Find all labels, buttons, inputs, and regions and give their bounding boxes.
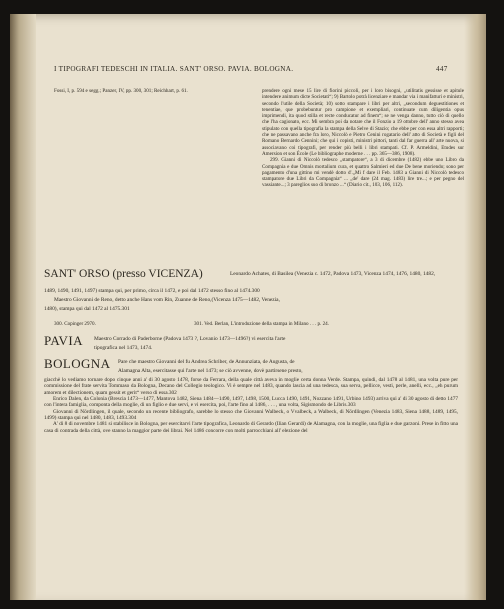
sant-orso-desc: Leonardo Achates, di Basilea (Venezia c. 1472, Padova 1473, Vicenza 1474, 1476, 1480, 1482, <box>230 271 436 277</box>
body-paragraph: Enrico Dalen, da Colonia (Brescia 1473—1477, Mantova 1482, Siena 1484—1490, 1497, 1498, 1500, Lucca 1490, 1491, Nozzano 1491, Urbino 1493) arriva qui a' di 30 agosto di detto 1477 con l'intera famiglia, componta della moglie, di un figlio e due servi, e vi esercita, poi, l'arte fino al 1486, . . . , una volta, Sigismondo de Libris.303 <box>44 396 458 409</box>
bologna-body <box>44 377 458 434</box>
page-gutter-shadow <box>10 14 36 600</box>
sant-orso-line: Maestro Giovanni de Reno, detto anche Hans vom Rin, Zuanne de Reno,(Vicenza 1475—1482, Venezia, <box>54 297 280 303</box>
sant-orso-line: 1489, 1490, 1491, 1497) stampa qui, per primo, circa il 1472, e poi dal 1472 stesso fino al 1474.300 <box>44 288 260 294</box>
bologna-lead: Alamagna Alta, esercitasse qui l'arte nel 1473; se ciò avvenne, dovè partirsene presto, <box>118 368 303 374</box>
note-paragraph: 299. Gianni di Niccolò tedesco „stampatore“, a 3 di dicembre (1482) ebbe uno Libro da Compagnia e due Omnis mortalium cura, et quattro Salmieri ed due De bene moriendo; sono per pagamento d'una gittino mi vendè dotto d'.„Mi f dare il Feb. 1483 a Gianni di Niccolò tedesco stampatore due Libri da Compagnia“ ... „de' dare (24 mag. 1483) lire tre...; e per pegno del vassiante...; 3 pareglios suo di bronzo ...“ (Diario cit., 103, 106, 112). <box>262 157 464 189</box>
book-page <box>10 14 486 600</box>
footnote-300: 300. Copinger 2970. <box>54 321 96 327</box>
bologna-lead: Pare che maestro Giovanni del fu Andrea Schriber, de Annunziata, de Augusta, de <box>118 359 295 365</box>
section-heading-sant-orso: SANT' ORSO (presso VICENZA) <box>44 268 203 280</box>
page-edge-shadow <box>464 14 486 600</box>
running-head-title: I TIPOGRAFI TEDESCHI IN ITALIA. SANT' ORSO. PAVIA. BOLOGNA. <box>54 65 294 73</box>
body-paragraph: A' di 8 di novembre 1481 si stabilisce in Bologna, per esercitarvi l'arte tipografica, Leonardo di Gerardo (Ilian Gerardi) de Alamagna, con la moglie, una figlia e due garzoni. Prese in fitto una casa di contrada della città, ove stanno la maggior parte dei librai. Nel 1486 concorre con molti parrocchiani all' elezione del <box>44 421 458 434</box>
note-paragraph: prendere ogni mese 15 lire di fiorini piccoli, per i loro bisogni, „utilitatis gessisse et apitule intendere animum dicte Societati“; 9) Bartolo potrà licenziare e mandar via i manifatturi e ministri, secondo l'utile della Società; 10) sotto stampare i libri per altri, „secondum deguestitiones et tenentiae, que probebuntur pro campione et exempliari, continuate cum diligentia opus imprimendi, ita quod stilla et recte conducatur ad finem“; se ne venga danno, tutto ciò di quello che l'ha cagionato, ecc. Mi sembra poi da notare che il Fonzio a 19 ottobre dell' anno stesso avea stipulato con quella tipografia la stampa della Selve di Stazio; che ebbe per con essa altri rapporti; che ne passavano anche fra loro, Niccolò e Pietro Cenini rogatario dell' atto di Società e figli del Romano Bernardo Cennini; che qui i copisti, ministri pittori, tanti dal far guerra all' arte nuova, si associavano coi tipografi, per render più belli i libri stampati. Cf. P. Armeldini, Etudes sur Amersion et son École (Le bibliographe moderne . . . pp. 365—386, 1908). <box>262 88 464 157</box>
page-number: 447 <box>436 65 448 73</box>
notes-column-left <box>54 88 256 94</box>
sant-orso-line: 1480), stampa qui dal 1472 al 1475.301 <box>44 306 130 312</box>
pavia-line: tipografica nel 1473, 1474. <box>94 345 153 351</box>
body-paragraph: Giovanni di Nördlingen, il quale, secondo un recente bibliografo, sarebbe lo stesso che Giovanni Walbeck, o Vvalbeck, a Walbeck, di Nördlingen (Venezia 1483, Siena 1488, 1489, 1495, 1499) stampa qui nel 1480, 1483, 1493.304 <box>44 408 458 422</box>
section-heading-pavia: PAVIA <box>44 333 83 348</box>
note-paragraph: Fossi, I, p. 594 e segg.; Panzer, IV, pp. 300, 301; Reichhart, p. 61. <box>54 88 188 94</box>
section-heading-bologna: BOLOGNA <box>44 356 111 371</box>
running-head <box>10 65 486 77</box>
notes-column-right <box>262 88 464 189</box>
footnote-301: 301. Ved. Berlan, L'introduzione della stampa in Milano . . . p. 24. <box>194 321 329 327</box>
body-paragraph: giacchè lo vediamo tornare dopo cinque anni a' di 30 agosto 1478, forse da Ferrara, della quale città aveva in moglie certa donna Verde. Stampa, quindi, dal 1478 al 1481, una volta pure per commissione del frate servita Tommaso da Bologna, Decano del Collegio teologico. Vi è sempre nel 1483, quando lascia ad una tedesca, sua serva, pellicce, vesti, perle, anelli, ecc., „eh purum amorem et dilectionem, quam gessit et gerit“ verso di essa.302 <box>44 377 458 396</box>
pavia-line: Maestro Corrado di Paderborne (Padova 1473 ?, Lovanio 1473—1496?) vi esercita l'arte <box>94 336 286 342</box>
